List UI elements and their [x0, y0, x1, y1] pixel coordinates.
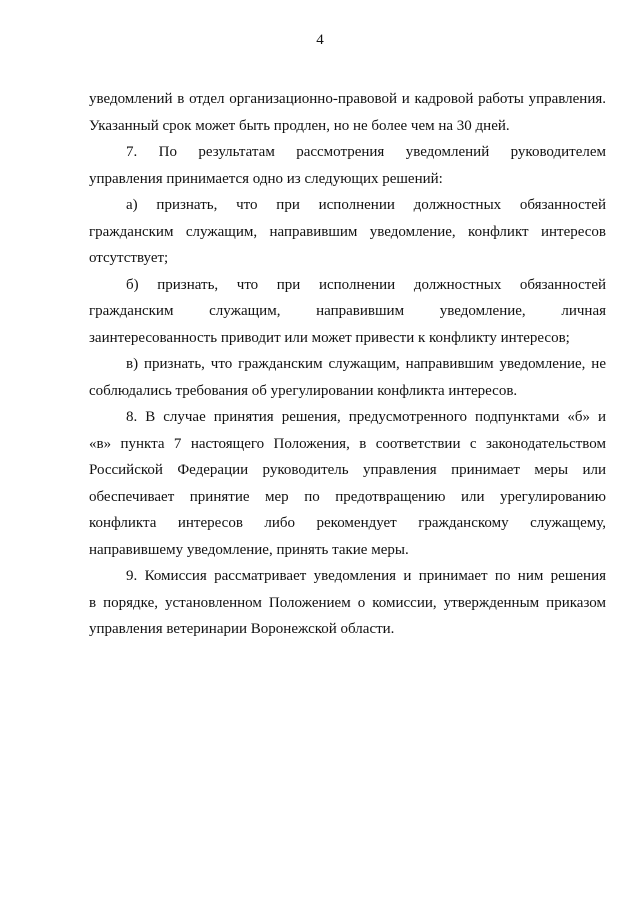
text-line: направившему уведомление, принять такие меры.: [89, 541, 409, 558]
text-line: заинтересованность приводит или может привести к конфликту интересов;: [89, 329, 570, 346]
text-line: конфликта интересов либо рекомендует гражданскому служащему,: [89, 515, 606, 531]
subitem-v-first-line: в) признать, что гражданским служащим, направившим уведомление, не: [126, 356, 606, 372]
page-number: 4: [316, 32, 324, 48]
paragraph-8-first-line: 8. В случае принятия решения, предусмотренного подпунктами «б» и: [126, 409, 606, 425]
text-line: отсутствует;: [89, 250, 169, 266]
document-body: [89, 86, 606, 643]
text-line: уведомлений в отдел организационно-правовой и кадровой работы управления.: [89, 91, 606, 107]
text-line: гражданским служащим, направившим уведомление, конфликт интересов: [89, 223, 606, 240]
subitem-b-first-line: б) признать, что при исполнении должностных обязанностей: [126, 276, 606, 293]
paragraph-9-first-line: 9. Комиссия рассматривает уведомления и принимает по ним решения: [126, 568, 606, 584]
text-line: Указанный срок может быть продлен, но не более чем на 30 дней.: [89, 117, 510, 134]
text-line: обеспечивает принятие мер по предотвращению или урегулированию: [89, 488, 606, 505]
text-line: Российской Федерации руководитель управления принимает меры или: [89, 462, 606, 478]
text-line: управления ветеринарии Воронежской области.: [89, 621, 395, 637]
text-line: в порядке, установленном Положением о комиссии, утвержденным приказом: [89, 594, 606, 611]
text-line: управления принимается одно из следующих решений:: [89, 170, 443, 187]
text-line: соблюдались требования об урегулировании конфликта интересов.: [89, 382, 518, 399]
text-line: гражданским служащим, направившим уведомление, личная: [89, 303, 606, 319]
subitem-a-first-line: а) признать, что при исполнении должностных обязанностей: [126, 197, 606, 213]
text-line: «в» пункта 7 настоящего Положения, в соответствии с законодательством: [89, 435, 606, 452]
paragraph-7-first-line: 7. По результатам рассмотрения уведомлений руководителем: [126, 144, 606, 160]
